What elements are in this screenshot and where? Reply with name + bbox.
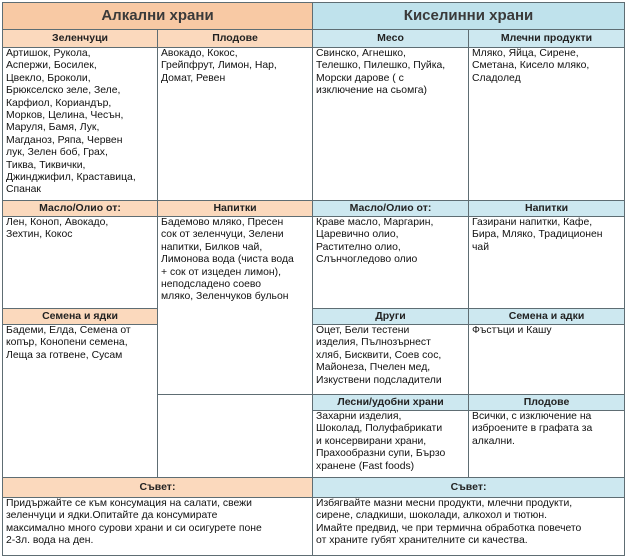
acidic-other-list: Оцет, Бели тестени изделия, Пълнозърнест хляб, Бисквити, Соев сос, Майонеза, Пчелен мед, Изкуствени подсладители bbox=[316, 325, 442, 386]
acidic-seeds-cell bbox=[469, 325, 625, 395]
alkaline-oils-header: Масло/Олио от: bbox=[3, 201, 158, 217]
alkaline-oils-cell bbox=[3, 217, 158, 309]
alkaline-drinks-header: Напитки bbox=[158, 201, 313, 217]
acidic-advice-text: Избягвайте мазни месни продукти, млечни продукти, сирене, сладкиши, шоколади, алкохол и тютюн. Имайте предвид, че при термична обработка повечето от храните губят хранителните си качества. bbox=[316, 498, 582, 547]
acidic-drinks-cell bbox=[469, 217, 625, 309]
alkaline-title: Алкални храни bbox=[3, 3, 313, 30]
acidic-drinks-list: Газирани напитки, Кафе, Бира, Мляко, Традиционен чай bbox=[472, 217, 603, 253]
acidic-fruits-list: Всички, с изключение на изброените в графата за алкални. bbox=[472, 411, 593, 447]
acidic-convenience-list: Захарни изделия, Шоколад, Полуфабрикати и консервирани храни, Прахообразни супи, Бързо хранене (Fast foods) bbox=[316, 411, 446, 472]
acidic-convenience-cell bbox=[313, 411, 469, 478]
acidic-drinks-header: Напитки bbox=[469, 201, 625, 217]
acidic-oils-cell bbox=[313, 217, 469, 309]
alkaline-empty-cell bbox=[158, 395, 313, 478]
acidic-seeds-list: Фъстъци и Кашу bbox=[472, 325, 552, 336]
alkaline-seeds-list: Бадеми, Елда, Семена от копър, Конопени семена, Леща за готвене, Сусам bbox=[6, 325, 131, 361]
acidic-other-header: Други bbox=[313, 309, 469, 325]
alkaline-advice-text: Придържайте се към консумация на салати, свежи зеленчуци и ядки.Опитайте да консумирате максимално много сурови храни и си осигурете поне 2-3л. вода на ден. bbox=[6, 498, 262, 547]
acidic-dairy-header: Млечни продукти bbox=[469, 30, 625, 48]
acidic-convenience-header: Лесни/удобни храни bbox=[313, 395, 469, 411]
acidic-oils-list: Краве масло, Маргарин, Царевично олио, Растително олио, Слънчогледово олио bbox=[316, 217, 434, 266]
alkaline-seeds-cell bbox=[3, 325, 158, 478]
acidic-oils-header: Масло/Олио от: bbox=[313, 201, 469, 217]
alkaline-fruits-list: Авокадо, Кокос, Грейпфрут, Лимон, Нар, Домат, Ревен bbox=[161, 48, 277, 84]
acidic-meat-cell bbox=[313, 48, 469, 201]
alkaline-seeds-header: Семена и ядки bbox=[3, 309, 158, 325]
acidic-other-cell bbox=[313, 325, 469, 395]
alkaline-advice-cell bbox=[3, 498, 313, 556]
acidic-meat-header: Месо bbox=[313, 30, 469, 48]
alkaline-vegetables-header: Зеленчуци bbox=[3, 30, 158, 48]
alkaline-vegetables-list: Артишок, Рукола, Аспержи, Босилек, Цвекло, Броколи, Брюкселско зеле, Зеле, Карфиол, Кориандър, Морков, Целина, Чесън, Маруля, Бамя, Лук, Магданоз, Ряпа, Червен лук, Зелен боб, Грах, Тиква, Тиквички, Джинджифил, Краставица, Спанак bbox=[6, 48, 136, 196]
acidic-dairy-list: Мляко, Яйца, Сирене, Сметана, Кисело мляко, Сладолед bbox=[472, 48, 590, 84]
acidic-advice-cell bbox=[313, 498, 625, 556]
alkaline-drinks-list: Бадемово мляко, Пресен сок от зеленчуци, Зелени напитки, Билков чай, Лимонова вода (чиста вода + сок от изцеден лимон), неподсладено соево мляко, Зеленчуков бульон bbox=[161, 217, 294, 303]
alkaline-vegetables-cell bbox=[3, 48, 158, 201]
alkaline-acidic-food-table bbox=[2, 2, 625, 556]
alkaline-fruits-header: Плодове bbox=[158, 30, 313, 48]
acidic-fruits-header: Плодове bbox=[469, 395, 625, 411]
acidic-seeds-header: Семена и адки bbox=[469, 309, 625, 325]
acidic-dairy-cell bbox=[469, 48, 625, 201]
alkaline-advice-header: Съвет: bbox=[3, 478, 313, 498]
acidic-title: Киселинни храни bbox=[313, 3, 625, 30]
acidic-meat-list: Свинско, Агнешко, Телешко, Пилешко, Пуйка, Морски дарове ( с изключение на сьомга) bbox=[316, 48, 446, 97]
acidic-fruits-cell bbox=[469, 411, 625, 478]
alkaline-drinks-cell bbox=[158, 217, 313, 395]
alkaline-fruits-cell bbox=[158, 48, 313, 201]
acidic-advice-header: Съвет: bbox=[313, 478, 625, 498]
alkaline-oils-list: Лен, Коноп, Авокадо, Зехтин, Кокос bbox=[6, 217, 109, 241]
